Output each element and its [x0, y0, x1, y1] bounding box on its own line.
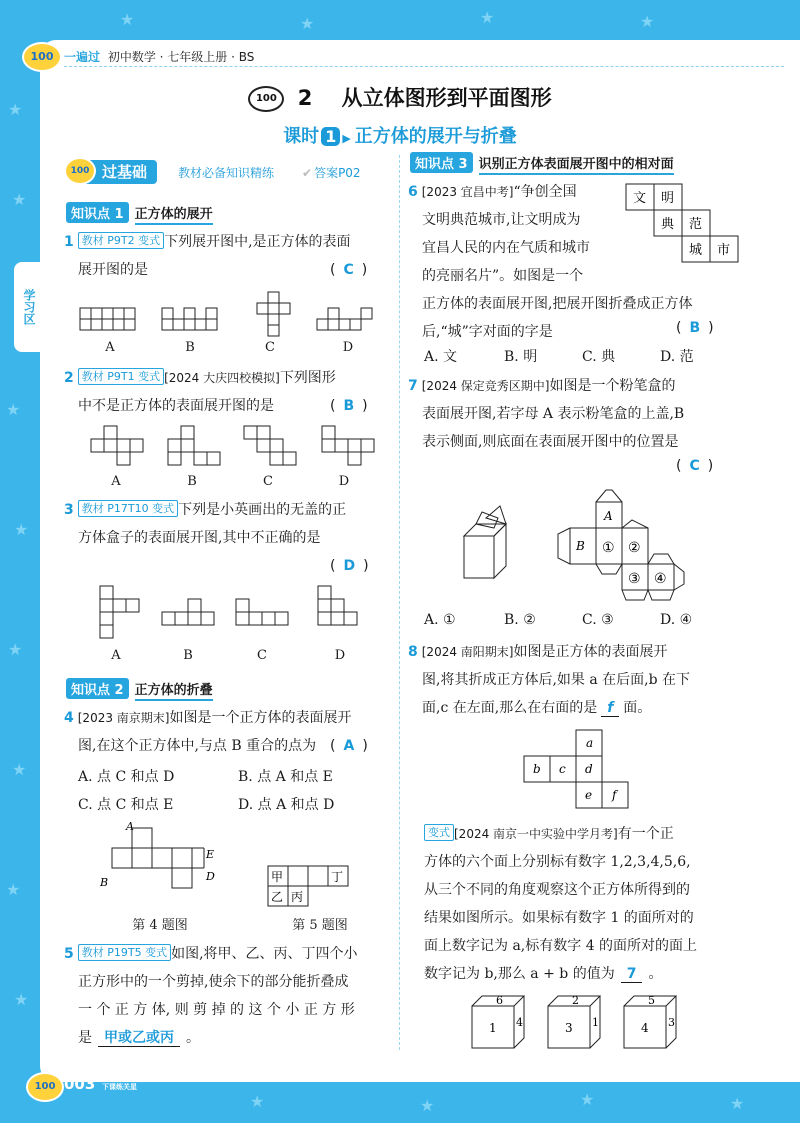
question-text: 图,将其折成正方体后,如果 a 在后面,b 在下 [422, 672, 691, 688]
option: C. 点 C 和点 E [78, 797, 174, 813]
option-label: B [183, 648, 193, 663]
basics-subtitle: 教材必备知识精练 [178, 166, 275, 180]
cube-face-label: 3 [565, 1021, 573, 1035]
question-number: 7 [408, 378, 418, 394]
question-text: 图,在这个正方体中,与点 B 重合的点为 [78, 738, 317, 754]
question-text: 方体的六个面上分别标有数字 1,2,3,4,5,6, [424, 854, 691, 870]
answer-blank: f [601, 700, 619, 717]
option: B. 明 [504, 349, 538, 365]
question-text: 下列展开图中,是正方体的表面 [164, 234, 351, 250]
answer-choice: ( B ) [330, 398, 368, 414]
question-text: 是 [78, 1030, 92, 1046]
question-text: 方体盒子的表面展开图,其中不正确的是 [78, 530, 321, 546]
question-text: 从三个不同的角度观察这个正方体所得到的 [424, 882, 690, 898]
net-label: ④ [654, 571, 667, 587]
net-label: ① [602, 540, 615, 556]
option-label: A [111, 648, 121, 663]
star-icon: ★ [12, 760, 27, 779]
option: A. 点 C 和点 D [78, 769, 175, 785]
star-icon: ★ [420, 1096, 435, 1115]
slogan-line: 下课练关星 [102, 1083, 137, 1091]
answer: A [343, 738, 355, 754]
net-label: ② [628, 540, 641, 556]
net-char: 典 [661, 217, 675, 232]
net-char: 范 [689, 217, 703, 232]
star-icon: ★ [14, 990, 29, 1009]
question-number: 4 [64, 710, 74, 726]
reference: [2023 南京期末] [77, 711, 170, 725]
question-number: 3 [64, 502, 74, 518]
source-tag: 教材 P19T5 变式 [78, 944, 171, 961]
question-number: 5 [64, 946, 74, 962]
star-icon: ★ [250, 1092, 265, 1111]
lesson-name: 正方体的展开与折叠 [354, 126, 517, 147]
net-label: d [585, 762, 593, 776]
option: A. 文 [424, 349, 458, 365]
kp-tag: 知识点 1 [66, 202, 129, 223]
option-label: C [265, 340, 275, 355]
q7-figure [456, 484, 706, 609]
net-label: c [559, 762, 566, 776]
figure-caption: 第 5 题图 [292, 918, 348, 933]
option: B. 点 A 和点 E [238, 769, 333, 785]
answer: B [343, 398, 355, 414]
answer-choice: ( B ) [676, 320, 714, 336]
basics-logo: 100 [64, 157, 96, 185]
net-label: a [586, 736, 594, 750]
q5-figure [262, 862, 372, 914]
net-char: 城 [689, 243, 703, 258]
kp-name: 正方体的折叠 [135, 683, 213, 701]
answer: C [343, 262, 354, 278]
option: D. 范 [660, 349, 694, 365]
q8-net-figure [518, 726, 638, 812]
star-icon: ★ [480, 8, 495, 27]
question-text: 如图是一个粉笔盒的 [549, 378, 676, 394]
answer-choice: ( C ) [676, 458, 714, 474]
lesson-title [0, 122, 800, 148]
question-text: 面上数字记为 a,标有数字 4 的面所对的面上 [424, 938, 698, 954]
question-text: 如图是正方体的表面展开 [513, 644, 668, 660]
point-label: D [206, 870, 215, 883]
q2-figure [76, 422, 386, 474]
answer-ref-text: 答案P02 [314, 166, 361, 180]
option-label: B [187, 474, 197, 489]
cube-face-label: 4 [641, 1021, 649, 1035]
knowledge-point-3 [410, 152, 674, 173]
star-icon: ★ [580, 1090, 595, 1109]
question-text: 后,“城”字对面的字是 [422, 324, 553, 340]
slogan-line: 上课认真听 [102, 1074, 137, 1082]
net-char: 明 [661, 191, 675, 206]
star-icon: ★ [730, 1094, 745, 1113]
option: D. ④ [660, 612, 693, 628]
question-text: 有一个正 [617, 826, 674, 842]
option-label: D [334, 648, 346, 663]
option: D. 点 A 和点 D [238, 797, 335, 813]
question-text: 表面展开图,若字母 A 表示粉笔盒的上盖,B [422, 406, 685, 422]
option: C. ③ [582, 612, 614, 628]
option-label: C [263, 474, 273, 489]
brand-logo: 100 [22, 42, 62, 72]
point-label: E [206, 848, 215, 861]
figure-caption: 第 4 题图 [132, 918, 188, 933]
section-name: 从立体图形到平面图形 [341, 86, 552, 110]
net-char: 文 [633, 191, 647, 206]
page-header [64, 48, 254, 65]
reference: [2024 南京一中实验中学月考] [454, 827, 618, 841]
lesson-number: 1 [321, 127, 340, 146]
question-text: 如图,将甲、乙、丙、丁四个小 [171, 946, 358, 962]
cube-face-label: 4 [516, 1016, 523, 1029]
section-badge: 100 [248, 86, 284, 112]
question-text: 如图是一个正方体的表面展开 [169, 710, 352, 726]
option-label: A [105, 340, 115, 355]
cell-label: 丙 [291, 890, 304, 904]
answer: B [689, 320, 701, 336]
basics-chip: 过基础 [76, 160, 157, 184]
question-7 [408, 372, 743, 456]
variant-cubes-figure [468, 990, 698, 1052]
question-text: 中不是正方体的表面展开图的是 [78, 398, 274, 414]
triangle-icon: ▶ [342, 132, 351, 145]
net-label: A [604, 509, 613, 523]
question-number: 2 [64, 370, 74, 386]
header-divider [64, 66, 784, 67]
book-title: 初中数学 · 七年级上册 · BS [107, 50, 255, 64]
knowledge-point-1 [66, 202, 213, 223]
column-divider [399, 155, 400, 1050]
answer: D [343, 558, 356, 574]
question-3 [64, 496, 399, 552]
answer: C [689, 458, 700, 474]
footer-logo: 100 [26, 1072, 64, 1102]
question-text: 一 个 正 方 体, 则 剪 掉 的 这 个 小 正 方 形 [78, 1002, 355, 1018]
option-label: C [257, 648, 267, 663]
question-text: 正方体的表面展开图,把展开图折叠成正方体 [422, 296, 693, 312]
answer-choice: ( D ) [330, 558, 369, 574]
section-title [0, 82, 800, 112]
star-icon: ★ [120, 10, 135, 29]
page-number: 003 [64, 1075, 96, 1093]
point-label: A [126, 820, 134, 833]
check-icon: ✔ [302, 166, 313, 180]
option-label: D [338, 474, 350, 489]
star-icon: ★ [6, 880, 21, 899]
answer-ref [302, 164, 361, 181]
basics-bar [62, 160, 392, 184]
cell-label: 丁 [331, 870, 344, 884]
footer-slogan [102, 1074, 137, 1092]
question-text: 文明典范城市,让文明成为 [422, 212, 581, 228]
reference: [2023 宜昌中考] [421, 185, 514, 199]
question-number: 1 [64, 234, 74, 250]
source-tag: 教材 P17T10 变式 [78, 500, 178, 517]
net-label: B [576, 539, 585, 553]
net-label: b [533, 762, 541, 776]
kp-tag: 知识点 2 [66, 678, 129, 699]
cube-face-label: 2 [572, 994, 579, 1007]
cell-label: 乙 [271, 890, 284, 904]
answer-choice: ( A ) [330, 738, 368, 754]
kp-name: 识别正方体表面展开图中的相对面 [479, 157, 674, 175]
net-char: 市 [717, 243, 731, 258]
cell-label: 甲 [271, 870, 284, 884]
source-tag: 变式 [424, 824, 454, 841]
reference: [2024 保定竞秀区期中] [421, 379, 550, 393]
q1-figure [76, 290, 376, 360]
star-icon: ★ [8, 640, 23, 659]
question-8 [408, 638, 743, 722]
star-icon: ★ [640, 12, 655, 31]
answer-blank: 甲或乙或丙 [98, 1030, 180, 1047]
cube-face-label: 1 [592, 1016, 599, 1029]
cube-face-label: 3 [668, 1016, 675, 1029]
net-label: ③ [628, 571, 641, 587]
knowledge-point-2 [66, 678, 213, 699]
star-icon: ★ [12, 190, 27, 209]
q6-net-figure [622, 180, 742, 270]
point-label: B [100, 876, 109, 889]
reference: [2024 大庆四校模拟] [164, 371, 280, 385]
question-text: 。 [186, 1030, 200, 1046]
q4-figure [92, 818, 222, 898]
answer-choice: ( C ) [330, 262, 368, 278]
question-text: 。 [648, 966, 663, 982]
star-icon: ★ [6, 400, 21, 419]
side-tab-study: 学习区 [14, 262, 44, 352]
option: B. ② [504, 612, 536, 628]
star-icon: ★ [8, 100, 23, 119]
question-text: 的亮丽名片”。如图是一个 [422, 268, 584, 284]
question-text: 宜昌人民的内在气质和城市 [422, 240, 590, 256]
question-text: 展开图的是 [78, 262, 148, 278]
option-label: D [342, 340, 354, 355]
net-label: e [585, 788, 593, 802]
question-text: 数字记为 b,那么 a + b 的值为 [424, 966, 615, 982]
question-text: 正方形中的一个剪掉,使余下的部分能折叠成 [78, 974, 349, 990]
question-text: 结果如图所示。如果标有数字 1 的面所对的 [424, 910, 694, 926]
star-icon: ★ [300, 14, 315, 33]
star-icon: ★ [14, 520, 29, 539]
cube-face-label: 6 [496, 994, 503, 1007]
kp-tag: 知识点 3 [410, 152, 473, 173]
question-number: 8 [408, 644, 418, 660]
question-number: 6 [408, 184, 418, 200]
question-text: “争创全国 [513, 184, 577, 200]
brand-name: 一遍过 [64, 50, 101, 64]
source-tag: 教材 P9T1 变式 [78, 368, 164, 385]
q3-figure [86, 582, 386, 642]
question-text: 表示侧面,则底面在表面展开图中的位置是 [422, 434, 679, 450]
option-label: A [111, 474, 121, 489]
variant-question [424, 820, 744, 988]
lesson-prefix: 课时 [283, 126, 320, 147]
option: C. 典 [582, 349, 616, 365]
question-text: 下列是小英画出的无盖的正 [178, 502, 347, 518]
source-tag: 教材 P9T2 变式 [78, 232, 164, 249]
reference: [2024 南阳期末] [421, 645, 514, 659]
cube-face-label: 5 [648, 994, 655, 1007]
question-5 [64, 940, 399, 1052]
question-text: 下列图形 [279, 370, 336, 386]
question-text: 面。 [623, 700, 652, 716]
net-label: f [612, 788, 617, 802]
section-number: 2 [297, 86, 313, 110]
cube-face-label: 1 [489, 1021, 497, 1035]
kp-name: 正方体的展开 [135, 207, 213, 225]
option-label: B [185, 340, 195, 355]
answer-blank: 7 [621, 966, 643, 983]
question-text: 面,c 在左面,那么在右面的是 [422, 700, 598, 716]
option: A. ① [424, 612, 456, 628]
